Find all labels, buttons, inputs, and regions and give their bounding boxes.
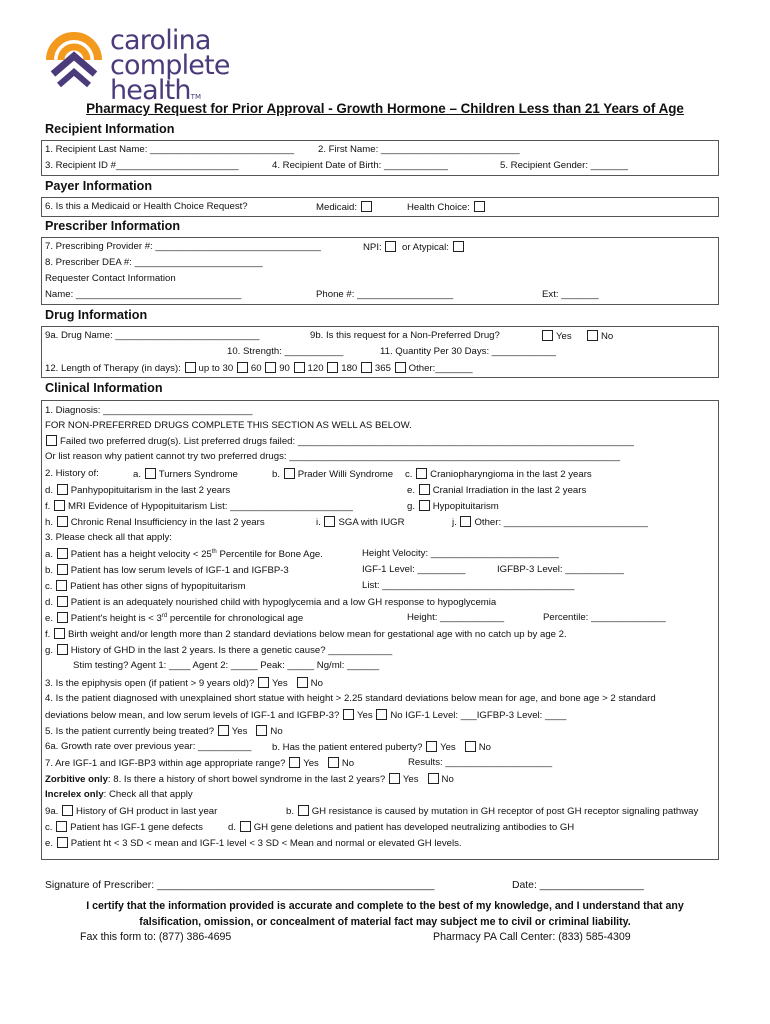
increlex-d-checkbox[interactable] <box>240 821 251 832</box>
history-c-letter: c. <box>405 469 413 480</box>
history-f-letter: f. <box>45 501 51 512</box>
puberty-question: b. Has the patient entered puberty? <box>272 742 423 753</box>
increlex-d-label: GH gene deletions and patient has developed neutralizing antibodies to GH <box>253 822 575 833</box>
short-stature-yes-checkbox[interactable] <box>343 709 354 720</box>
health-choice-label: Health Choice: <box>407 202 470 213</box>
logo-mark-icon <box>44 26 104 88</box>
strength-field[interactable]: 10. Strength: ___________ <box>227 346 344 357</box>
history-i-checkbox[interactable] <box>324 516 335 527</box>
history-f-row[interactable] <box>45 500 353 513</box>
check-f-label: Birth weight and/or length more than 2 standard deviations below mean for gestational age with no catch up by age 2. <box>68 629 567 640</box>
puberty-yes-label: Yes <box>440 742 456 753</box>
genetic-cause-field[interactable]: History of GHD in the last 2 years. Is there a genetic cause? ____________ <box>70 645 393 656</box>
increlex-label: Increlex only <box>45 789 104 800</box>
clinical-header: Clinical Information <box>45 381 163 395</box>
hypopituitarism-list-field[interactable]: List: ____________________________________ <box>362 580 575 591</box>
certification-line2: falsification, omission, or concealment of material fact may subject me to civil or criminal liability. <box>139 916 631 928</box>
history-g-letter: g. <box>407 501 416 512</box>
epiphysis-no-checkbox[interactable] <box>297 677 308 688</box>
check-c-checkbox[interactable] <box>56 580 67 591</box>
history-a-checkbox[interactable] <box>145 468 156 479</box>
npi-checkbox[interactable] <box>385 241 396 252</box>
therapy-120-label: 120 <box>307 363 324 374</box>
check-f-row[interactable] <box>45 628 567 641</box>
recipient-header: Recipient Information <box>45 122 175 136</box>
prescriber-dea-field[interactable]: 8. Prescriber DEA #: ________________________ <box>45 257 263 268</box>
increlex-c-checkbox[interactable] <box>56 821 67 832</box>
medicaid-label: Medicaid: <box>316 202 358 213</box>
atypical-option[interactable] <box>402 241 467 254</box>
therapy-120-checkbox[interactable] <box>294 362 305 373</box>
increlex-e-checkbox[interactable] <box>57 837 68 848</box>
form-title: Pharmacy Request for Prior Approval - Growth Hormone – Children Less than 21 Years of Age <box>86 101 684 116</box>
igf1-level-field[interactable]: IGF-1 Level: _________ <box>362 564 466 575</box>
history-b-letter: b. <box>272 469 281 480</box>
therapy-60-checkbox[interactable] <box>237 362 248 373</box>
history-g-row[interactable] <box>407 500 499 513</box>
therapy-90-checkbox[interactable] <box>265 362 276 373</box>
atypical-checkbox[interactable] <box>453 241 464 252</box>
zorbitive-row <box>45 773 454 786</box>
npi-option[interactable] <box>363 241 399 254</box>
therapy-365-label: 365 <box>374 363 391 374</box>
requester-ext-field[interactable]: Ext: _______ <box>542 289 599 300</box>
short-stature-question: 4. Is the patient diagnosed with unexplained short statue with height > 2.25 standard deviations below mean for age, and bone age > 2 standard <box>45 693 656 704</box>
history-j-checkbox[interactable] <box>460 516 471 527</box>
recipient-id-field[interactable]: 3. Recipient ID #_______________________ <box>45 160 239 171</box>
therapy-other-field[interactable]: Other:_______ <box>408 363 473 374</box>
epiphysis-yes-checkbox[interactable] <box>258 677 269 688</box>
history-h-row[interactable] <box>45 516 265 529</box>
non-preferred-yes-label: Yes <box>556 331 572 342</box>
treated-question: 5. Is the patient currently being treated? <box>45 726 215 737</box>
check-a-checkbox[interactable] <box>57 548 68 559</box>
increlex-e-row[interactable] <box>45 837 462 850</box>
therapy-180-label: 180 <box>341 363 358 374</box>
history-i-label: SGA with IUGR <box>338 517 405 528</box>
fax-number: Fax this form to: (877) 386-4695 <box>80 931 232 943</box>
history-h-label: Chronic Renal Insufficiency in the last 2 years <box>70 517 265 528</box>
check-a-letter: a. <box>45 549 54 560</box>
therapy-upto30-checkbox[interactable] <box>185 362 196 373</box>
short-stature-row <box>45 709 566 722</box>
igf-results-field[interactable]: Results: ____________________ <box>408 757 553 768</box>
check-f-checkbox[interactable] <box>54 628 65 639</box>
zorbitive-yes-label: Yes <box>402 774 419 785</box>
history-d-row[interactable] <box>45 484 230 497</box>
igf-range-no-label: No <box>341 758 355 769</box>
history-j-field[interactable]: Other: ___________________________ <box>474 517 648 528</box>
check-e-sup: rd <box>161 612 168 619</box>
zorbitive-label: Zorbitive only <box>45 774 108 785</box>
certification-line1: I certify that the information provided is accurate and complete to the best of my knowledge, and I understand that any <box>86 900 684 912</box>
prescribing-provider-field[interactable]: 7. Prescribing Provider #: _______________________________ <box>45 241 321 252</box>
non-preferred-yes-option[interactable] <box>541 330 572 343</box>
height-velocity-field[interactable]: Height Velocity: ________________________ <box>362 548 559 559</box>
puberty-yes-checkbox[interactable] <box>426 741 437 752</box>
check-b-label: Patient has low serum levels of IGF-1 and IGFBP-3 <box>70 565 289 576</box>
epiphysis-row <box>45 677 323 690</box>
increlex-9a-checkbox[interactable] <box>62 805 73 816</box>
drug-name-field[interactable]: 9a. Drug Name: ___________________________ <box>45 330 260 341</box>
history-j-letter: j. <box>452 517 457 528</box>
recipient-gender-field[interactable]: 5. Recipient Gender: _______ <box>500 160 629 171</box>
npi-label: NPI: <box>363 242 382 253</box>
check-d-checkbox[interactable] <box>57 596 68 607</box>
history-d-letter: d. <box>45 485 54 496</box>
history-a-letter: a. <box>133 469 142 480</box>
history-e-label: Cranial Irradiation in the last 2 years <box>432 485 587 496</box>
puberty-row <box>272 741 491 754</box>
therapy-90-label: 90 <box>279 363 290 374</box>
length-of-therapy-row <box>45 362 473 375</box>
zorbitive-no-checkbox[interactable] <box>428 773 439 784</box>
history-c-checkbox[interactable] <box>416 468 427 479</box>
check-c-row[interactable] <box>45 580 246 593</box>
treated-row <box>45 725 283 738</box>
requester-name-field[interactable]: Name: _______________________________ <box>45 289 242 300</box>
history-b-checkbox[interactable] <box>284 468 295 479</box>
growth-rate-field[interactable]: 6a. Growth rate over previous year: __________ <box>45 741 252 752</box>
requester-contact-label: Requester Contact Information <box>45 273 176 284</box>
check-d-label: Patient is an adequately nourished child with hypoglycemia and a low GH response to hypoglycemia <box>70 597 497 608</box>
logo-tm: TM <box>190 93 201 101</box>
history-b-row[interactable] <box>272 468 393 481</box>
diagnosis-field[interactable]: 1. Diagnosis: ____________________________ <box>45 405 253 416</box>
history-a-label: Turners Syndrome <box>158 469 238 480</box>
non-preferred-yes-checkbox[interactable] <box>542 330 553 341</box>
payer-question: 6. Is this a Medicaid or Health Choice Request? <box>45 201 248 212</box>
igf-range-yes-checkbox[interactable] <box>289 757 300 768</box>
history-f-checkbox[interactable] <box>54 500 65 511</box>
check-g-letter: g. <box>45 645 54 656</box>
failed-drugs-row[interactable] <box>45 435 634 448</box>
reason-field[interactable]: Or list reason why patient cannot try two preferred drugs: ______________________________________________________________ <box>45 451 621 462</box>
zorbitive-yes-checkbox[interactable] <box>389 773 400 784</box>
non-preferred-question: 9b. Is this request for a Non-Preferred Drug? <box>310 330 500 341</box>
medicaid-option[interactable] <box>316 201 375 214</box>
igf-range-question: 7. Are IGF-1 and IGF-BP3 within age appropriate range? <box>45 758 286 769</box>
carolina-complete-health-logo <box>44 25 304 106</box>
epiphysis-yes-label: Yes <box>272 678 288 689</box>
short-stature-no-checkbox[interactable] <box>376 709 387 720</box>
history-e-checkbox[interactable] <box>419 484 430 495</box>
history-c-row[interactable] <box>405 468 592 481</box>
non-preferred-no-option[interactable] <box>586 330 613 343</box>
increlex-row <box>45 789 193 801</box>
check-c-letter: c. <box>45 581 53 592</box>
increlex-c-label: Patient has IGF-1 gene defects <box>70 822 203 833</box>
increlex-d-row[interactable] <box>228 821 574 834</box>
payer-header: Payer Information <box>45 179 153 193</box>
check-a-sup: th <box>211 548 217 555</box>
percentile-field[interactable]: Percentile: ______________ <box>543 612 666 623</box>
history-h-letter: h. <box>45 517 54 528</box>
length-of-therapy-label: 12. Length of Therapy (in days): <box>45 363 181 374</box>
history-g-label: Hypopituitarism <box>432 501 499 512</box>
treated-no-label: No <box>270 726 283 737</box>
zorbitive-no-label: No <box>441 774 454 785</box>
treated-no-checkbox[interactable] <box>256 725 267 736</box>
history-h-checkbox[interactable] <box>57 516 68 527</box>
check-a-label: Patient has a height velocity < 25 <box>70 549 212 560</box>
increlex-b-label: GH resistance is caused by mutation in GH receptor of post GH receptor signaling pathway <box>311 806 699 817</box>
check-a-label-end: Percentile for Bone Age. <box>216 549 323 560</box>
check-g-row[interactable] <box>45 644 392 657</box>
puberty-no-checkbox[interactable] <box>465 741 476 752</box>
check-b-checkbox[interactable] <box>57 564 68 575</box>
history-j-row[interactable] <box>452 516 648 529</box>
igf-range-row <box>45 757 354 770</box>
logo-wordmark <box>110 25 304 110</box>
zorbitive-question: : 8. Is there a history of short bowel syndrome in the last 2 years? <box>107 774 386 785</box>
height-field[interactable]: Height: ____________ <box>407 612 505 623</box>
check-d-row[interactable] <box>45 596 496 609</box>
therapy-other-checkbox[interactable] <box>395 362 406 373</box>
short-stature-no-field[interactable]: No IGF-1 Level: ___IGFBP-3 Level: ____ <box>390 710 567 721</box>
check-d-letter: d. <box>45 597 54 608</box>
treated-yes-checkbox[interactable] <box>218 725 229 736</box>
history-a-row[interactable] <box>133 468 238 481</box>
treated-yes-label: Yes <box>231 726 248 737</box>
igfbp3-level-field[interactable]: IGFBP-3 Level: ___________ <box>497 564 624 575</box>
history-g-checkbox[interactable] <box>419 500 430 511</box>
atypical-label: or Atypical: <box>402 242 449 253</box>
igf-range-yes-label: Yes <box>303 758 319 769</box>
therapy-60-label: 60 <box>250 363 262 374</box>
check-all-label: 3. Please check all that apply: <box>45 532 172 543</box>
therapy-upto30-label: up to 30 <box>198 363 234 374</box>
recipient-first-name-field[interactable]: 2. First Name: __________________________ <box>318 144 520 155</box>
increlex-e-label: Patient ht < 3 SD < mean and IGF-1 level < 3 SD < Mean and normal or elevated GH levels. <box>70 838 462 849</box>
check-e-letter: e. <box>45 613 54 624</box>
history-i-row[interactable] <box>316 516 405 529</box>
puberty-no-label: No <box>478 742 491 753</box>
check-g-checkbox[interactable] <box>57 644 68 655</box>
igf-range-no-checkbox[interactable] <box>328 757 339 768</box>
check-c-label: Patient has other signs of hypopituitarism <box>70 581 246 592</box>
short-stature-yes-label: Yes <box>357 710 373 721</box>
prescriber-signature-field[interactable]: Signature of Prescriber: ________________________________________________ <box>45 880 435 891</box>
check-f-letter: f. <box>45 629 51 640</box>
check-e-label-end: percentile for chronological age <box>167 613 304 624</box>
check-e-row[interactable] <box>45 612 303 625</box>
increlex-c-row[interactable] <box>45 821 203 834</box>
check-b-row[interactable] <box>45 564 289 577</box>
history-e-row[interactable] <box>407 484 586 497</box>
check-e-checkbox[interactable] <box>57 612 68 623</box>
signature-date-field[interactable]: Date: __________________ <box>512 880 644 891</box>
prescriber-header: Prescriber Information <box>45 219 181 233</box>
history-f-field[interactable]: MRI Evidence of Hypopituitarism List: _______________________ <box>68 501 353 512</box>
call-center-number: Pharmacy PA Call Center: (833) 585-4309 <box>433 931 631 943</box>
non-preferred-note: FOR NON-PREFERRED DRUGS COMPLETE THIS SECTION AS WELL AS BELOW. <box>45 420 412 431</box>
increlex-b-checkbox[interactable] <box>298 805 309 816</box>
recipient-dob-field[interactable]: 4. Recipient Date of Birth: ____________ <box>272 160 449 171</box>
history-c-label: Craniopharyngioma in the last 2 years <box>430 469 592 480</box>
increlex-9a-row[interactable] <box>45 805 217 818</box>
failed-drugs-checkbox[interactable] <box>46 435 57 446</box>
failed-drugs-field[interactable]: Failed two preferred drug(s). List preferred drugs failed: _______________________________________________________________ <box>60 436 634 447</box>
increlex-b-row[interactable] <box>286 805 698 818</box>
stim-testing-field[interactable]: Stim testing? Agent 1: ____ Agent 2: _____ Peak: _____ Ng/ml: ______ <box>73 660 380 671</box>
non-preferred-no-checkbox[interactable] <box>587 330 598 341</box>
history-i-letter: i. <box>316 517 321 528</box>
history-d-label: Panhypopituitarism in the last 2 years <box>70 485 231 496</box>
short-stature-question-cont: deviations below mean, and low serum levels of IGF-1 and IGFBP-3? <box>45 710 340 721</box>
history-e-letter: e. <box>407 485 416 496</box>
check-e-label: Patient's height is < 3 <box>70 613 162 624</box>
logo-line2: complete health <box>110 50 230 106</box>
medicaid-checkbox[interactable] <box>361 201 372 212</box>
check-a-row[interactable] <box>45 548 323 561</box>
increlex-d-letter: d. <box>228 822 237 833</box>
epiphysis-no-label: No <box>310 678 323 689</box>
increlex-9a-label: History of GH product in last year <box>76 806 218 817</box>
quantity-field[interactable]: 11. Quantity Per 30 Days: ____________ <box>380 346 556 357</box>
increlex-c-letter: c. <box>45 822 53 833</box>
increlex-9a-letter: 9a. <box>45 806 59 817</box>
requester-phone-field[interactable]: Phone #: __________________ <box>316 289 454 300</box>
non-preferred-no-label: No <box>601 331 614 342</box>
health-choice-checkbox[interactable] <box>474 201 485 212</box>
epiphysis-question: 3. Is the epiphysis open (if patient > 9 years old)? <box>45 678 255 689</box>
therapy-365-checkbox[interactable] <box>361 362 372 373</box>
logo-line1: carolina <box>110 25 211 56</box>
increlex-e-letter: e. <box>45 838 54 849</box>
increlex-instruction: : Check all that apply <box>103 789 193 800</box>
therapy-180-checkbox[interactable] <box>327 362 338 373</box>
recipient-last-name-field[interactable]: 1. Recipient Last Name: ___________________________ <box>45 144 295 155</box>
drug-header: Drug Information <box>45 308 148 322</box>
increlex-b-letter: b. <box>286 806 295 817</box>
check-b-letter: b. <box>45 565 54 576</box>
history-d-checkbox[interactable] <box>57 484 68 495</box>
history-label: 2. History of: <box>45 468 99 479</box>
history-b-label: Prader Willi Syndrome <box>297 469 394 480</box>
health-choice-option[interactable] <box>407 201 488 214</box>
